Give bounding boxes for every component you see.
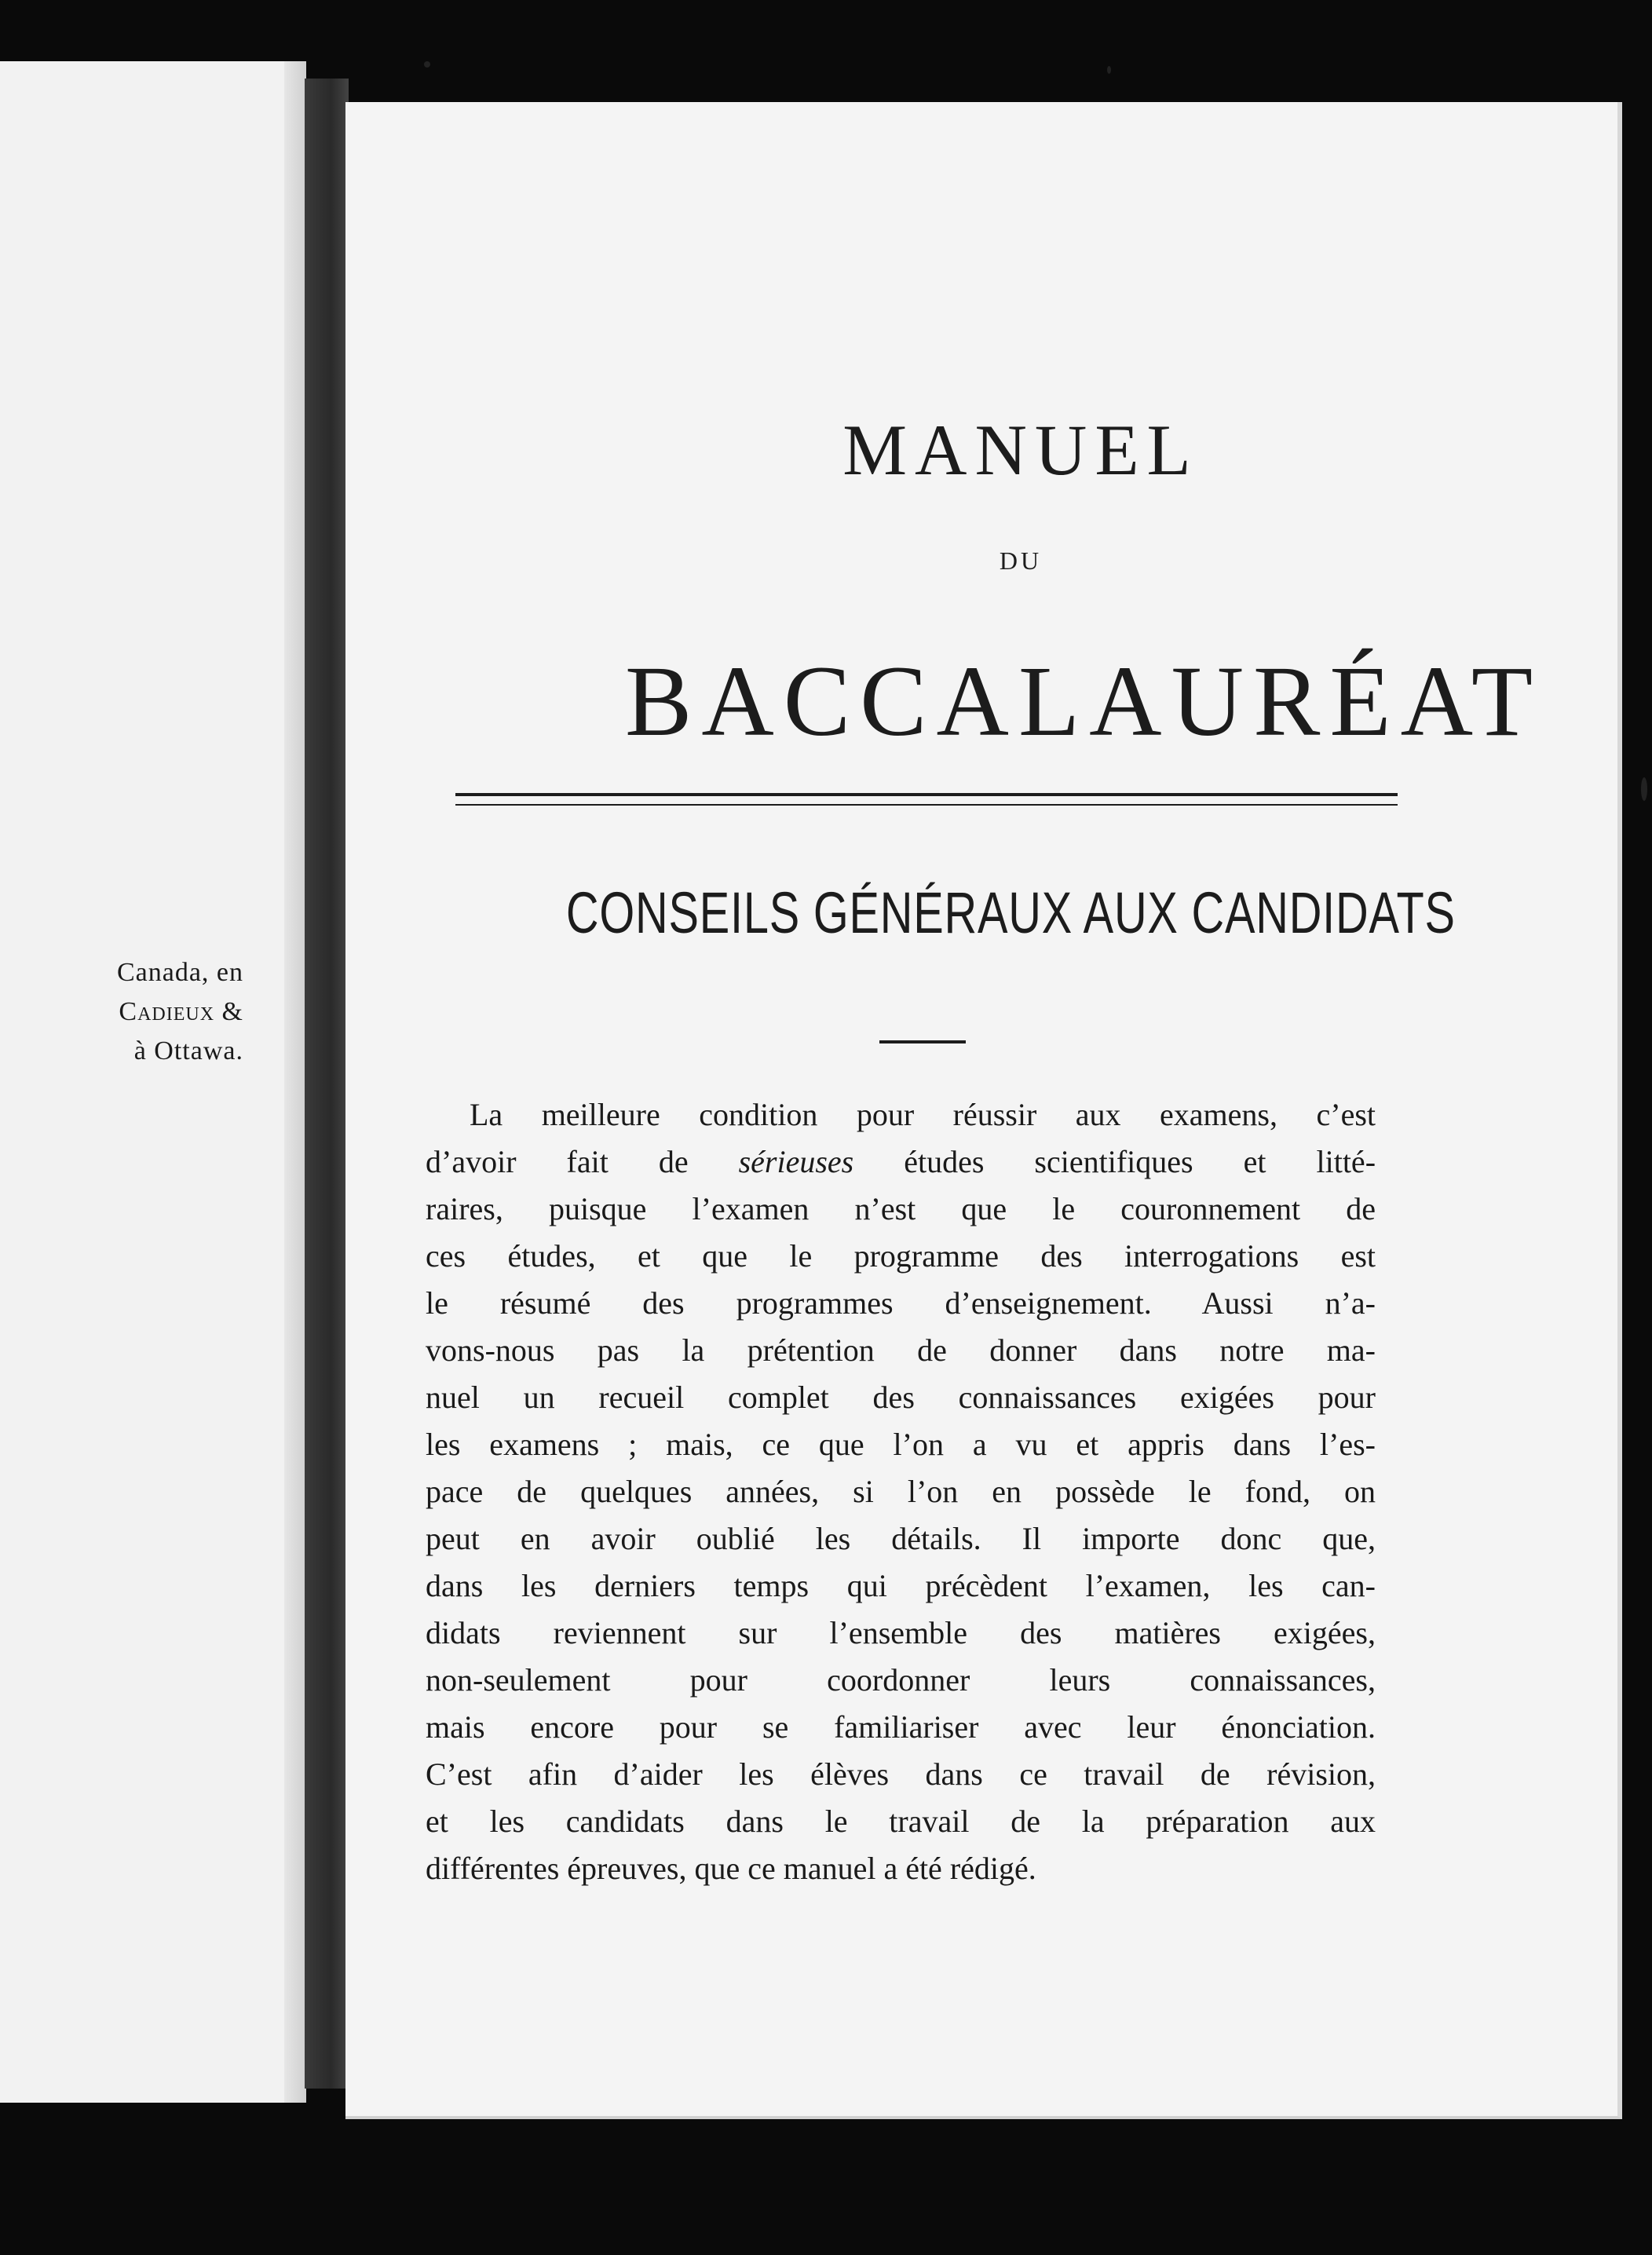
body-line: ces études, et que le programme des interrogations est	[426, 1238, 1376, 1274]
body-line: différentes épreuves, que ce manuel a été rédigé.	[426, 1851, 1036, 1886]
gutter-shadow	[284, 61, 306, 2103]
emphasis-word: sérieuses	[738, 1144, 854, 1179]
body-line: vons-nous pas la prétention de donner dans notre ma-	[426, 1332, 1376, 1368]
title-manuel: MANUEL	[842, 410, 1199, 490]
body-line: mais encore pour se familiariser avec leur énonciation.	[426, 1709, 1376, 1745]
title-du: DU	[999, 546, 1043, 575]
left-page-line-2: Cadieux &	[119, 997, 243, 1026]
scan-speck	[424, 61, 430, 68]
left-page-line-3: à Ottawa.	[133, 1036, 243, 1065]
body-line: les examens ; mais, ce que l’on a vu et appris dans l’es-	[426, 1427, 1376, 1462]
body-line: raires, puisque l’examen n’est que le couronnement de	[426, 1191, 1376, 1226]
body-line: peut en avoir oublié les détails. Il importe donc que,	[426, 1521, 1376, 1556]
body-paragraph	[426, 1091, 1376, 1892]
scan-speck	[1107, 66, 1111, 74]
body-line: pace de quelques années, si l’on en possède le fond, on	[426, 1474, 1376, 1509]
title-baccalaureat: BACCALAURÉAT	[624, 645, 1543, 757]
body-line: dans les derniers temps qui précèdent l’examen, les can-	[426, 1568, 1376, 1603]
scan-speck	[1641, 777, 1647, 801]
title-page	[345, 102, 1622, 2119]
body-line: non-seulement pour coordonner leurs connaissances,	[426, 1662, 1376, 1698]
book-binding	[305, 79, 349, 2089]
body-line: La meilleure condition pour réussir aux examens, c’est	[470, 1097, 1376, 1132]
left-facing-page	[0, 61, 306, 2103]
body-line: didats reviennent sur l’ensemble des matières exigées,	[426, 1615, 1376, 1650]
body-line: nuel un recueil complet des connaissances exigées pour	[426, 1380, 1376, 1415]
short-rule-divider	[879, 1040, 966, 1043]
left-page-line-1: Canada, en	[116, 958, 243, 987]
body-line: le résumé des programmes d’enseignement. Aussi n’a-	[426, 1285, 1376, 1321]
body-line: d’avoir fait de sérieuses études scientifiques et litté-	[426, 1144, 1376, 1179]
section-heading: CONSEILS GÉNÉRAUX AUX CANDIDATS	[565, 880, 1456, 945]
body-line: C’est afin d’aider les élèves dans ce travail de révision,	[426, 1756, 1376, 1792]
body-line: et les candidats dans le travail de la préparation aux	[426, 1804, 1376, 1839]
double-rule-divider	[455, 793, 1398, 806]
